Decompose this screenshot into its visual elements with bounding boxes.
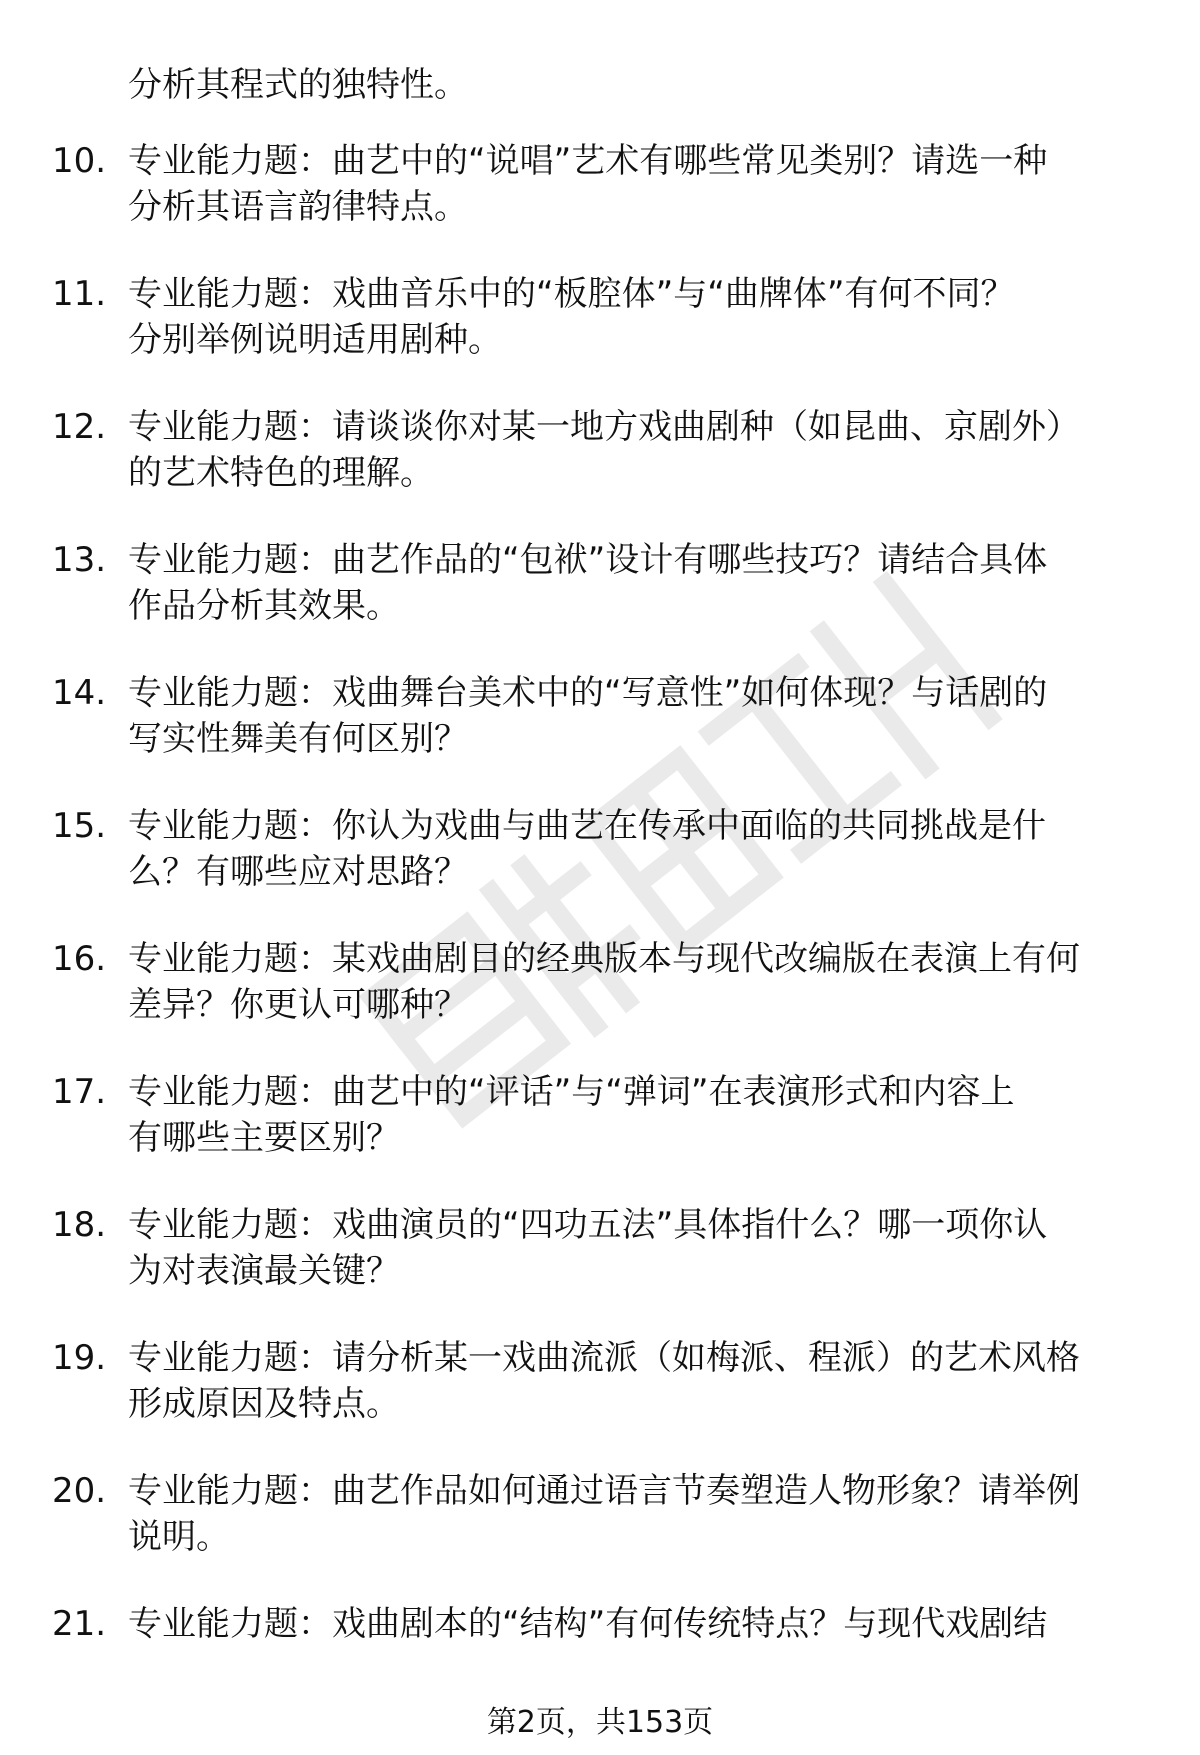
question-text	[128, 1468, 1138, 1560]
page-footer: 第2页，共153页	[486, 1705, 714, 1740]
question-number: 10.	[52, 141, 107, 181]
question-item	[0, 803, 1200, 936]
question-number: 18.	[52, 1205, 107, 1245]
question-item	[0, 670, 1200, 803]
question-text	[128, 670, 1138, 762]
question-line: 专业能力题：曲艺中的“说唱”艺术有哪些常见类别？请选一种	[128, 141, 1048, 181]
question-text	[128, 271, 1138, 363]
question-line: 专业能力题：请分析某一戏曲流派（如梅派、程派）的艺术风格	[128, 1338, 1080, 1378]
question-line: 作品分析其效果。	[128, 586, 400, 626]
question-number: 17.	[52, 1072, 107, 1112]
question-line: 形成原因及特点。	[128, 1384, 400, 1424]
question-line: 专业能力题：请谈谈你对某一地方戏曲剧种（如昆曲、京剧外）	[128, 407, 1080, 447]
question-text	[128, 138, 1138, 230]
question-line: 专业能力题：某戏曲剧目的经典版本与现代改编版在表演上有何	[128, 939, 1080, 979]
question-line: 么？有哪些应对思路？	[128, 852, 468, 892]
question-line: 为对表演最关键？	[128, 1251, 400, 1291]
question-line: 专业能力题：戏曲剧本的“结构”有何传统特点？与现代戏剧结	[128, 1604, 1048, 1644]
question-line: 专业能力题：曲艺中的“评话”与“弹词”在表演形式和内容上	[128, 1072, 1015, 1112]
question-line: 说明。	[128, 1517, 230, 1557]
question-item	[0, 1335, 1200, 1468]
question-item	[0, 1069, 1200, 1202]
question-line: 专业能力题：曲艺作品的“包袱”设计有哪些技巧？请结合具体	[128, 540, 1048, 580]
continuation-line: 分析其程式的独特性。	[128, 65, 468, 105]
question-number: 11.	[52, 274, 107, 314]
question-text	[128, 1202, 1138, 1294]
question-line: 的艺术特色的理解。	[128, 453, 434, 493]
question-text	[128, 1601, 1138, 1647]
question-line: 差异？你更认可哪种？	[128, 985, 468, 1025]
question-item	[0, 404, 1200, 537]
question-line: 专业能力题：戏曲音乐中的“板腔体”与“曲牌体”有何不同？	[128, 274, 1015, 314]
question-line: 写实性舞美有何区别？	[128, 719, 468, 759]
question-item	[0, 936, 1200, 1069]
question-line: 有哪些主要区别？	[128, 1118, 400, 1158]
question-number: 15.	[52, 806, 107, 846]
question-list	[0, 138, 1200, 1734]
question-number: 14.	[52, 673, 107, 713]
question-number: 19.	[52, 1338, 107, 1378]
question-item	[0, 1202, 1200, 1335]
question-line: 专业能力题：曲艺作品如何通过语言节奏塑造人物形象？请举例	[128, 1471, 1080, 1511]
question-line: 专业能力题：戏曲演员的“四功五法”具体指什么？哪一项你认	[128, 1205, 1048, 1245]
question-line: 专业能力题：你认为戏曲与曲艺在传承中面临的共同挑战是什	[128, 806, 1046, 846]
question-number: 13.	[52, 540, 107, 580]
question-item	[0, 537, 1200, 670]
question-text	[128, 936, 1138, 1028]
question-text	[128, 1069, 1138, 1161]
question-number: 21.	[52, 1604, 107, 1644]
question-item	[0, 138, 1200, 271]
question-item	[0, 271, 1200, 404]
question-line: 分别举例说明适用剧种。	[128, 320, 502, 360]
question-text	[128, 803, 1138, 895]
question-line: 专业能力题：戏曲舞台美术中的“写意性”如何体现？与话剧的	[128, 673, 1048, 713]
question-line: 分析其语言韵律特点。	[128, 187, 468, 227]
question-text	[128, 537, 1138, 629]
question-text	[128, 404, 1138, 496]
question-number: 16.	[52, 939, 107, 979]
question-item	[0, 1468, 1200, 1601]
question-text	[128, 1335, 1138, 1427]
question-number: 12.	[52, 407, 107, 447]
question-number: 20.	[52, 1471, 107, 1511]
